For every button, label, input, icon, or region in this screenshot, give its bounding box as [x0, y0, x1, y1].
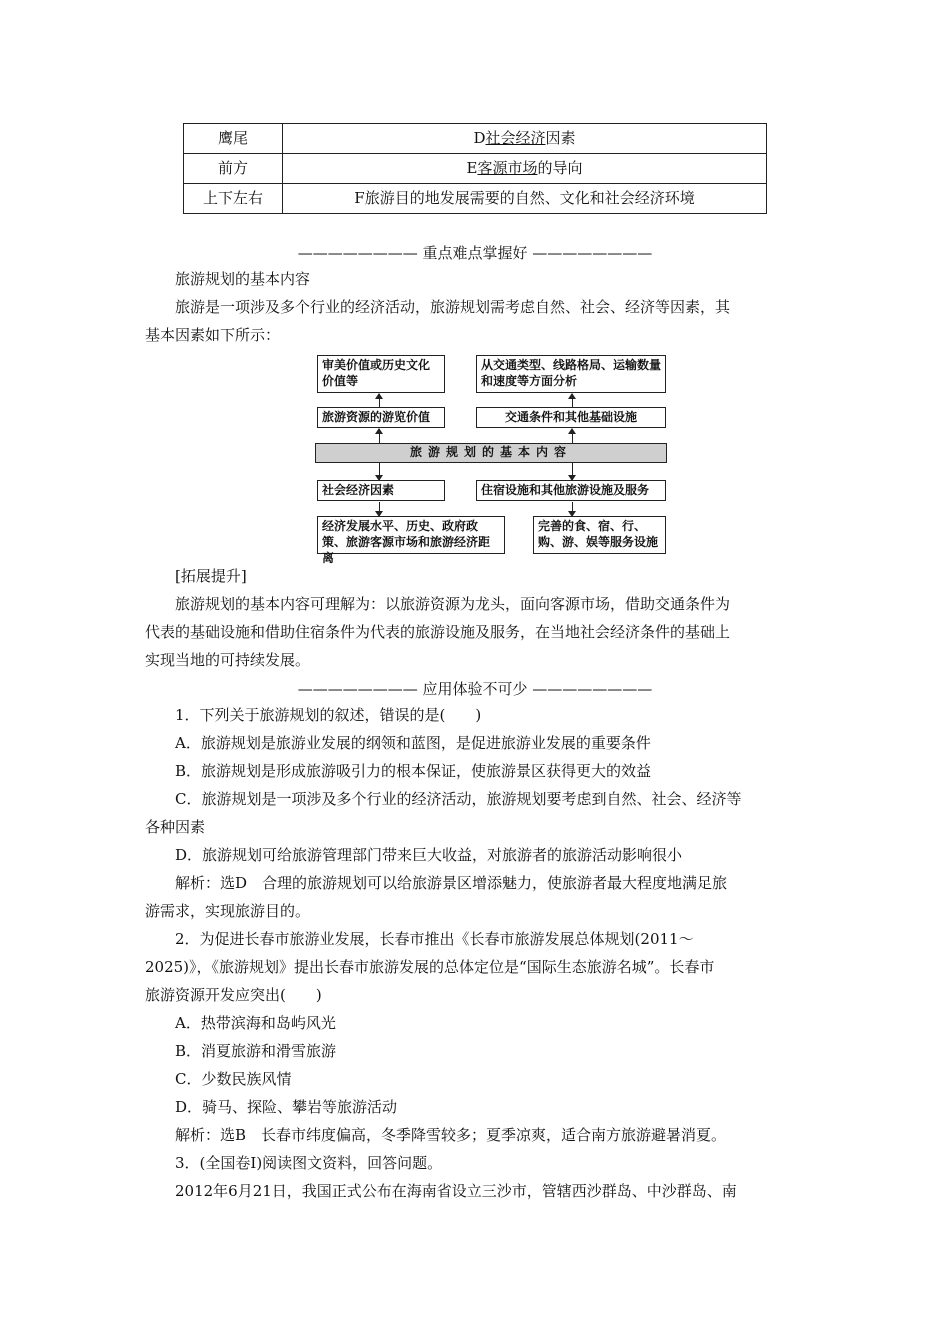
arrow-down-icon — [379, 463, 380, 480]
question-1-option-d: D．旅游规划可给旅游管理部门带来巨大收益，对旅游者的旅游活动影响很小 — [175, 846, 683, 864]
box-traffic-infrastructure: 交通条件和其他基础设施 — [476, 407, 666, 428]
cell-underlined: 社会经济 — [485, 129, 546, 147]
table-cell: 鹰尾 — [184, 124, 283, 154]
question-2-option-b: B．消夏旅游和滑雪旅游 — [175, 1042, 337, 1060]
table-row — [184, 154, 767, 184]
cell-text: 旅游目的地发展需要的自然、文化和社会经济环境 — [364, 189, 695, 207]
arrow-down-icon — [379, 502, 380, 516]
question-2-option-a: A．热带滨海和岛屿风光 — [175, 1014, 336, 1032]
question-2-stem: 2．为促进长春市旅游业发展，长春市推出《长春市旅游发展总体规划(2011～ — [175, 930, 694, 948]
intro-line: 基本因素如下所示： — [145, 326, 281, 344]
question-1-option-c: C．旅游规划是一项涉及多个行业的经济活动，旅游规划要考虑到自然、社会、经济等 — [175, 790, 742, 808]
question-2-answer: 解析：选B 长春市纬度偏高，冬季降雪较多；夏季凉爽，适合南方旅游避暑消夏。 — [175, 1126, 727, 1144]
cell-underlined: 客源市场 — [477, 159, 538, 177]
question-2-stem-cont: 2025)》，《旅游规划》提出长春市旅游发展的总体定位是“国际生态旅游名城”。长春市 — [145, 958, 715, 976]
question-1-option-a: A．旅游规划是旅游业发展的纲领和蓝图，是促进旅游业发展的重要条件 — [175, 734, 651, 752]
table-cell — [283, 154, 767, 184]
cell-text: 的导向 — [537, 159, 583, 177]
question-1-answer: 解析：选D 合理的旅游规划可以给旅游景区增添魅力，使旅游者最大程度地满足旅 — [175, 874, 728, 892]
table-row — [184, 124, 767, 154]
question-3-text: 2012年6月21日，我国正式公布在海南省设立三沙市，管辖西沙群岛、中沙群岛、南 — [175, 1182, 737, 1200]
question-2-stem-cont: 旅游资源开发应突出( ) — [145, 986, 322, 1004]
intro-line: 旅游是一项涉及多个行业的经济活动，旅游规划需考虑自然、社会、经济等因素，其 — [175, 298, 731, 316]
box-aesthetic-value: 审美价值或历史文化价值等 — [317, 355, 445, 393]
expand-line: 实现当地的可持续发展。 — [145, 651, 311, 669]
table-cell — [283, 124, 767, 154]
question-1-option-c-cont: 各种因素 — [145, 818, 206, 836]
table-cell — [283, 184, 767, 214]
arrow-down-icon — [572, 463, 573, 480]
table-cell: 上下左右 — [184, 184, 283, 214]
question-1-answer-cont: 游需求，实现旅游目的。 — [145, 902, 311, 920]
expand-line: 代表的基础设施和借助住宿条件为代表的旅游设施及服务，在当地社会经济条件的基础上 — [145, 623, 731, 641]
cell-letter: E — [466, 159, 478, 177]
cell-text: 因素 — [545, 129, 576, 147]
expand-tag: [拓展提升] — [175, 567, 247, 585]
cell-letter: D — [473, 129, 486, 147]
box-accommodation: 住宿设施和其他旅游设施及服务 — [476, 480, 666, 501]
table-row — [184, 184, 767, 214]
question-1-stem: 1．下列关于旅游规划的叙述，错误的是( ) — [175, 706, 482, 724]
box-socioeconomic: 社会经济因素 — [317, 480, 445, 501]
question-3-stem: 3．(全国卷Ⅰ)阅读图文资料，回答问题。 — [175, 1154, 443, 1172]
box-tour-value: 旅游资源的游览价值 — [317, 407, 445, 428]
arrow-up-icon — [572, 429, 573, 443]
arrow-up-icon — [379, 429, 380, 443]
box-economic-factors: 经济发展水平、历史、政府政策、旅游客源市场和旅游经济距离 — [317, 516, 505, 554]
question-2-option-d: D．骑马、探险、攀岩等旅游活动 — [175, 1098, 398, 1116]
box-basic-content: 旅游规划的基本内容 — [315, 443, 667, 463]
arrow-up-icon — [572, 394, 573, 407]
box-service-facilities: 完善的食、宿、行、购、游、娱等服务设施 — [533, 516, 666, 554]
planning-content-diagram — [315, 354, 667, 565]
question-2-option-c: C．少数民族风情 — [175, 1070, 292, 1088]
expand-line: 旅游规划的基本内容可理解为：以旅游资源为龙头，面向客源市场，借助交通条件为 — [175, 595, 731, 613]
arrow-down-icon — [572, 502, 573, 516]
section-divider-application: ———————— 应用体验不可少 ———————— — [297, 680, 653, 698]
section-divider-key-points: ———————— 重点难点掌握好 ———————— — [297, 244, 653, 262]
arrow-up-icon — [379, 394, 380, 407]
cell-letter: F — [354, 189, 365, 207]
question-1-option-b: B．旅游规划是形成旅游吸引力的根本保证，使旅游景区获得更大的效益 — [175, 762, 652, 780]
box-traffic-analysis: 从交通类型、线路格局、运输数量和速度等方面分析 — [476, 355, 666, 393]
wing-table — [183, 123, 767, 214]
content-heading: 旅游规划的基本内容 — [175, 270, 311, 288]
table-cell: 前方 — [184, 154, 283, 184]
